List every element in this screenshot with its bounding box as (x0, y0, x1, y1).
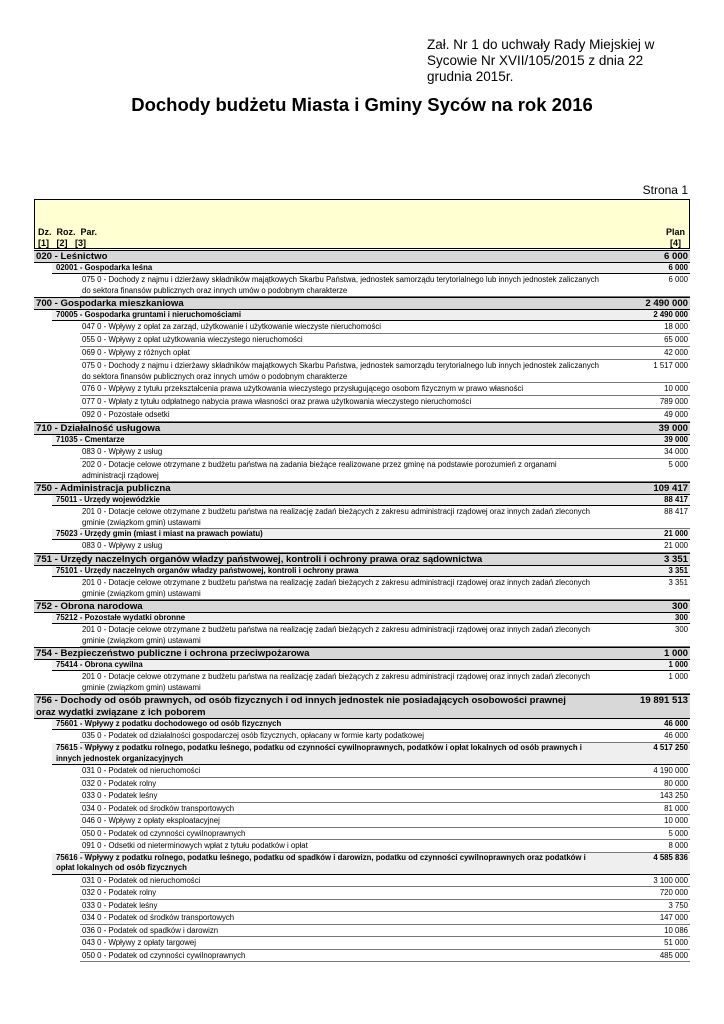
row-description: 75212 - Pozostałe wydatki obronne (56, 613, 186, 622)
section-row (34, 694, 690, 719)
column-plan (666, 227, 685, 249)
row-amount: 1 000 (668, 660, 688, 669)
row-description: 75101 - Urzędy naczelnych organów władzy państwowej, kontroli i ochrony prawa (56, 566, 359, 575)
row-description: 756 - Dochody od osób prawnych, od osób fizycznych i od innych jednostek nie posiadających osobowości prawnej oraz wydatki związane z ich poborem (36, 695, 566, 718)
row-amount: 300 (671, 601, 688, 612)
section-row (34, 297, 690, 310)
item-row (80, 274, 690, 297)
section-row (34, 482, 690, 495)
row-amount: 300 (674, 625, 688, 634)
row-description: 201 0 - Dotacje celowe otrzymane z budżetu państwa na realizację zadań bieżących z zakresu administracji rządowej oraz innych zadań zleconych gminie (związkom gmin) ustawami (82, 625, 590, 645)
row-description: 031 0 - Podatek od nieruchomości (82, 766, 201, 775)
row-description: 201 0 - Dotacje celowe otrzymane z budżetu państwa na realizację zadań bieżących z zakresu administracji rządowej oraz innych zadań zleconych gminie (związkom gmin) ustawami (82, 672, 590, 692)
row-amount: 65 000 (664, 335, 688, 344)
row-amount: 18 000 (664, 322, 688, 331)
row-description: 754 - Bezpieczeństwo publiczne i ochrona przeciwpożarowa (36, 648, 310, 659)
row-amount: 8 000 (668, 841, 688, 850)
row-description: 043 0 - Wpływy z opłaty targowej (82, 938, 196, 947)
row-amount: 5 000 (668, 828, 688, 838)
item-row (80, 875, 690, 888)
item-row (80, 828, 690, 841)
column-codes-numbers: [1] [2] [3] (38, 238, 87, 248)
row-amount: 21 000 (664, 529, 688, 538)
item-row (80, 765, 690, 778)
row-description: 032 0 - Podatek rolny (82, 888, 157, 897)
subsection-row (52, 310, 690, 321)
row-amount: 6 000 (663, 251, 688, 262)
row-description: 032 0 - Podatek rolny (82, 778, 157, 788)
section-row (34, 422, 690, 435)
subsection-row (52, 566, 690, 577)
row-amount: 2 490 000 (645, 298, 688, 309)
item-row (80, 321, 690, 334)
row-description: 046 0 - Wpływy z opłaty eksploatacyjnej (82, 816, 220, 825)
row-amount: 51 000 (664, 938, 688, 947)
item-row (80, 577, 690, 600)
subsection-row (52, 660, 690, 671)
item-row (80, 383, 690, 396)
budget-table (34, 250, 690, 962)
page-number: Strona 1 (642, 183, 688, 197)
row-description: 700 - Gospodarka mieszkaniowa (36, 298, 184, 309)
item-row (80, 840, 690, 853)
row-description: 035 0 - Podatek od działalności gospodarczej osób fizycznych, opłacany w formie karty podatkowej (82, 731, 424, 740)
row-description: 034 0 - Podatek od środków transportowych (82, 913, 235, 922)
item-row (80, 925, 690, 938)
row-amount: 4 190 000 (653, 766, 688, 775)
row-amount: 143 250 (659, 791, 688, 800)
row-description: 750 - Administracja publiczna (36, 483, 171, 494)
subsection-row (52, 263, 690, 274)
resolution-note: Zał. Nr 1 do uchwały Rady Miejskiej w Sycowie Nr XVII/105/2015 z dnia 22 grudnia 2015r. (427, 37, 655, 84)
item-row (80, 409, 690, 422)
subsection-row (52, 495, 690, 506)
item-row (80, 396, 690, 409)
item-row (80, 347, 690, 360)
item-row (80, 624, 690, 647)
row-amount: 10 086 (664, 925, 688, 935)
row-amount: 1 000 (668, 672, 688, 681)
row-amount: 4 517 250 (653, 743, 688, 752)
row-amount: 10 000 (664, 816, 688, 825)
row-description: 75023 - Urzędy gmin (miast i miast na prawach powiatu) (56, 529, 263, 538)
row-description: 083 0 - Wpływy z usług (82, 447, 163, 456)
row-description: 75414 - Obrona cywilna (56, 660, 143, 669)
row-amount: 6 000 (668, 275, 688, 284)
item-row (80, 506, 690, 529)
row-amount: 49 000 (664, 410, 688, 419)
row-amount: 2 490 000 (653, 310, 688, 319)
row-description: 055 0 - Wpływy z opłat użytkowania wieczystego nieruchomości (82, 335, 303, 344)
row-description: 75615 - Wpływy z podatku rolnego, podatku leśnego, podatku od czynności cywilnoprawnych, podatków i opłat lokalnych od osób prawnych i innych jednostek organizacyjnych (56, 743, 582, 763)
row-description: 201 0 - Dotacje celowe otrzymane z budżetu państwa na realizację zadań bieżących z zakresu administracji rządowej oraz innych zadań zleconych gminie (związkom gmin) ustawami (82, 578, 590, 598)
row-amount: 34 000 (664, 447, 688, 456)
row-amount: 5 000 (668, 460, 688, 469)
column-codes (38, 227, 97, 249)
item-row (80, 790, 690, 803)
row-amount: 88 417 (664, 507, 688, 516)
item-row (80, 446, 690, 459)
row-amount: 485 000 (659, 950, 688, 960)
row-amount: 3 100 000 (653, 875, 688, 885)
page-title: Dochody budżetu Miasta i Gminy Syców na rok 2016 (131, 94, 593, 115)
item-row (80, 540, 690, 553)
row-description: 047 0 - Wpływy z opłat za zarząd, użytkowanie i użytkowanie wieczyste nieruchomości (82, 322, 382, 331)
row-description: 201 0 - Dotacje celowe otrzymane z budżetu państwa na realizację zadań bieżących z zakresu administracji rządowej oraz innych zadań zleconych gminie (związkom gmin) ustawami (82, 507, 590, 527)
row-amount: 147 000 (659, 913, 688, 922)
section-row (34, 647, 690, 660)
row-amount: 109 417 (653, 483, 688, 494)
item-row (80, 730, 690, 743)
row-description: 077 0 - Wpłaty z tytułu odpłatnego nabycia prawa własności oraz prawa użytkowania wieczystego nieruchomości (82, 397, 472, 406)
row-amount: 720 000 (659, 888, 688, 897)
row-amount: 789 000 (659, 397, 688, 406)
section-row (34, 250, 690, 263)
item-row (80, 950, 690, 963)
row-amount: 19 891 513 (639, 695, 688, 706)
item-row (80, 778, 690, 791)
row-description: 069 0 - Wpływy z różnych opłat (82, 348, 190, 357)
table-header (34, 199, 690, 249)
row-amount: 42 000 (664, 348, 688, 357)
section-row (34, 600, 690, 613)
item-row (80, 937, 690, 950)
row-description: 050 0 - Podatek od czynności cywilnoprawnych (82, 950, 246, 960)
row-amount: 3 750 (668, 900, 688, 910)
row-description: 076 0 - Wpływy z tytułu przekształcenia prawa użytkowania wieczystego przysługującego osobom fizycznym w prawo własności (82, 384, 524, 393)
row-amount: 88 417 (664, 495, 688, 504)
row-description: 036 0 - Podatek od spadków i darowizn (82, 925, 219, 935)
row-amount: 1 000 (663, 648, 688, 659)
row-description: 710 - Działalność usługowa (36, 423, 161, 434)
item-row (80, 360, 690, 383)
row-amount: 10 000 (664, 384, 688, 393)
subsection-row (52, 529, 690, 540)
row-amount: 46 000 (664, 719, 688, 728)
row-description: 752 - Obrona narodowa (36, 601, 143, 612)
row-description: 075 0 - Dochody z najmu i dzierżawy składników majątkowych Skarbu Państwa, jednostek samorządu terytorialnego lub innych jednostek zaliczanych do sektora finansów publicznych oraz innych umów o podobnym charakterze (82, 275, 600, 295)
row-description: 020 - Leśnictwo (36, 251, 108, 262)
item-row (80, 671, 690, 694)
row-amount: 39 000 (664, 435, 688, 444)
row-description: 75616 - Wpływy z podatku rolnego, podatku leśnego, podatku od spadków i darowizn, podatku od czynności cywilnoprawnych oraz podatków i opłat lokalnych od osób fizycznych (56, 852, 586, 872)
row-description: 033 0 - Podatek leśny (82, 791, 158, 800)
section-row (34, 553, 690, 566)
column-plan-number: [4] (669, 238, 681, 248)
row-amount: 81 000 (664, 803, 688, 813)
row-description: 75011 - Urzędy wojewódzkie (56, 495, 161, 504)
row-amount: 80 000 (664, 778, 688, 788)
subsection-row (52, 853, 690, 875)
row-amount: 46 000 (664, 731, 688, 740)
row-amount: 1 517 000 (653, 361, 688, 370)
item-row (80, 334, 690, 347)
row-description: 092 0 - Pozostałe odsetki (82, 410, 170, 419)
subsection-row (52, 719, 690, 730)
row-description: 202 0 - Dotacje celowe otrzymane z budżetu państwa na zadania bieżące realizowane przez gminę na podstawie porozumień z organami administracji rządowej (82, 460, 557, 480)
subsection-row (52, 743, 690, 765)
row-amount: 3 351 (668, 578, 688, 587)
item-row (80, 459, 690, 482)
item-row (80, 900, 690, 913)
item-row (80, 912, 690, 925)
row-description: 71035 - Cmentarze (56, 435, 125, 444)
row-amount: 6 000 (668, 263, 688, 272)
row-description: 034 0 - Podatek od środków transportowych (82, 803, 235, 813)
row-amount: 3 351 (668, 566, 688, 575)
row-description: 033 0 - Podatek leśny (82, 900, 158, 910)
row-amount: 4 585 836 (653, 852, 688, 862)
column-codes-labels: Dz. Roz. Par. (38, 227, 98, 237)
subsection-row (52, 613, 690, 624)
row-amount: 300 (674, 613, 688, 622)
row-description: 70005 - Gospodarka gruntami i nieruchomościami (56, 310, 242, 319)
row-amount: 21 000 (664, 541, 688, 550)
row-description: 751 - Urzędy naczelnych organów władzy państwowej, kontroli i ochrony prawa oraz sądownictwa (36, 554, 483, 565)
row-description: 031 0 - Podatek od nieruchomości (82, 875, 201, 885)
row-description: 091 0 - Odsetki od nieterminowych wpłat z tytułu podatków i opłat (82, 841, 308, 850)
row-description: 02001 - Gospodarka leśna (56, 263, 153, 272)
item-row (80, 803, 690, 816)
row-description: 075 0 - Dochody z najmu i dzierżawy składników majątkowych Skarbu Państwa, jednostek samorządu terytorialnego lub innych jednostek zaliczanych do sektora finansów publicznych oraz innych umów o podobnym charakterze (82, 361, 600, 381)
row-amount: 3 351 (663, 554, 688, 565)
item-row (80, 815, 690, 828)
subsection-row (52, 435, 690, 446)
row-description: 050 0 - Podatek od czynności cywilnoprawnych (82, 828, 246, 838)
row-description: 75601 - Wpływy z podatku dochodowego od osób fizycznych (56, 719, 282, 728)
item-row (80, 887, 690, 900)
column-plan-label: Plan (665, 227, 685, 237)
row-description: 083 0 - Wpływy z usług (82, 541, 163, 550)
row-amount: 39 000 (658, 423, 688, 434)
